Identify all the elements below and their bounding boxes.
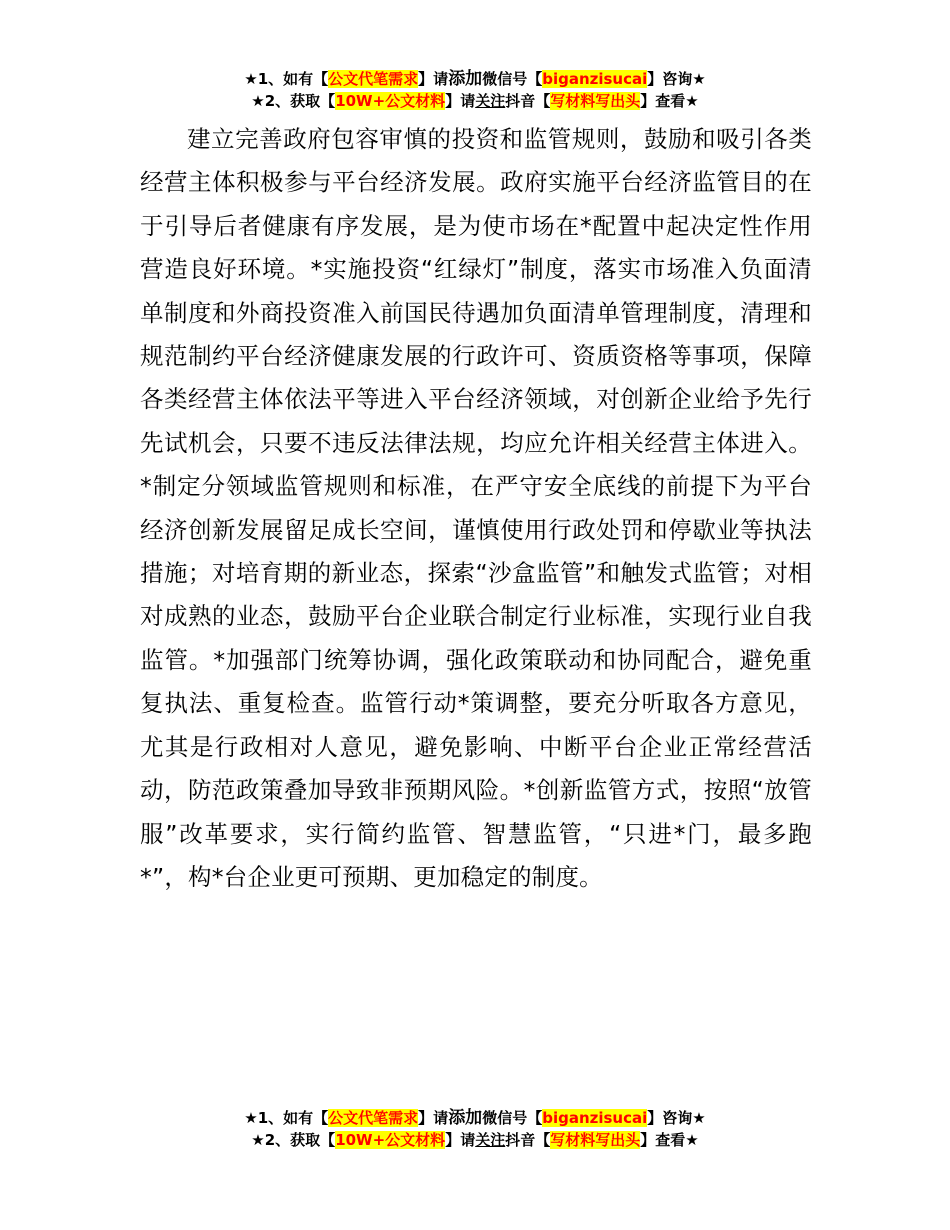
banner-line2-highlight-materials: 10W+公文材料 <box>335 92 446 110</box>
header-banner <box>0 68 950 112</box>
footer-line1-suffix: 】咨询★ <box>647 1109 706 1127</box>
banner-line1-prefix: ★1、如有【 <box>244 70 329 88</box>
banner-line2-highlight-douyin: 写材料写出头 <box>550 92 641 110</box>
banner-line-1 <box>0 68 950 90</box>
banner-line1-add-word: 添加 <box>448 69 483 89</box>
footer-banner <box>0 1107 950 1151</box>
banner-line1-highlight-wechat: biganzisucai <box>542 70 648 88</box>
footer-line1-mid2: 微信号【 <box>482 1109 543 1127</box>
banner-line1-mid2: 微信号【 <box>482 70 543 88</box>
footer-line2-highlight-materials: 10W+公文材料 <box>335 1131 446 1149</box>
footer-line2-suffix: 】查看★ <box>640 1131 699 1149</box>
footer-line2-highlight-douyin: 写材料写出头 <box>550 1131 641 1149</box>
footer-line1-highlight-wechat: biganzisucai <box>542 1109 648 1127</box>
banner-line2-mid2: 抖音【 <box>505 92 551 110</box>
banner-line2-follow-word: 关注 <box>475 92 506 110</box>
footer-line2-mid2: 抖音【 <box>505 1131 551 1149</box>
banner-line2-mid1: 】请 <box>445 92 476 110</box>
footer-line1-mid1: 】请 <box>418 1109 449 1127</box>
footer-line1-add-word: 添加 <box>448 1108 483 1128</box>
banner-line2-prefix: ★2、获取【 <box>251 92 336 110</box>
footer-line2-prefix: ★2、获取【 <box>251 1131 336 1149</box>
banner-line1-suffix: 】咨询★ <box>647 70 706 88</box>
banner-line-2 <box>0 90 950 112</box>
footer-line-2 <box>0 1129 950 1151</box>
footer-line2-follow-word: 关注 <box>475 1131 506 1149</box>
footer-line2-mid1: 】请 <box>445 1131 476 1149</box>
body-paragraph: 建立完善政府包容审慎的投资和监管规则，鼓励和吸引各类经营主体积极参与平台经济发展。政府实施平台经济监管目的在于引导后者健康有序发展，是为使市场在*配置中起决定性作用营造良好环境。*实施投资“红绿灯”制度，落实市场准入负面清单制度和外商投资准入前国民待遇加负面清单管理制度，清理和规范制约平台经济健康发展的行政许可、资质资格等事项，保障各类经营主体依法平等进入平台经济领域，对创新企业给予先行先试机会，只要不违反法律法规，均应允许相关经营主体进入。*制定分领域监管规则和标准，在严守安全底线的前提下为平台经济创新发展留足成长空间，谨慎使用行政处罚和停歇业等执法措施；对培育期的新业态，探索“沙盒监管”和触发式监管；对相对成熟的业态，鼓励平台企业联合制定行业标准，实现行业自我监管。*加强部门统筹协调，强化政策联动和协同配合，避免重复执法、重复检查。监管行动*策调整，要充分听取各方意见，尤其是行政相对人意见，避免影响、中断平台企业正常经营活动，防范政策叠加导致非预期风险。*创新监管方式，按照“放管服”改革要求，实行简约监管、智慧监管，“只进*门，最多跑*”，构*台企业更可预期、更加稳定的制度。 <box>140 125 812 891</box>
banner-line1-mid1: 】请 <box>418 70 449 88</box>
footer-line1-highlight-service: 公文代笔需求 <box>328 1109 419 1127</box>
banner-line2-suffix: 】查看★ <box>640 92 699 110</box>
footer-line-1 <box>0 1107 950 1129</box>
banner-line1-highlight-service: 公文代笔需求 <box>328 70 419 88</box>
footer-line1-prefix: ★1、如有【 <box>244 1109 329 1127</box>
